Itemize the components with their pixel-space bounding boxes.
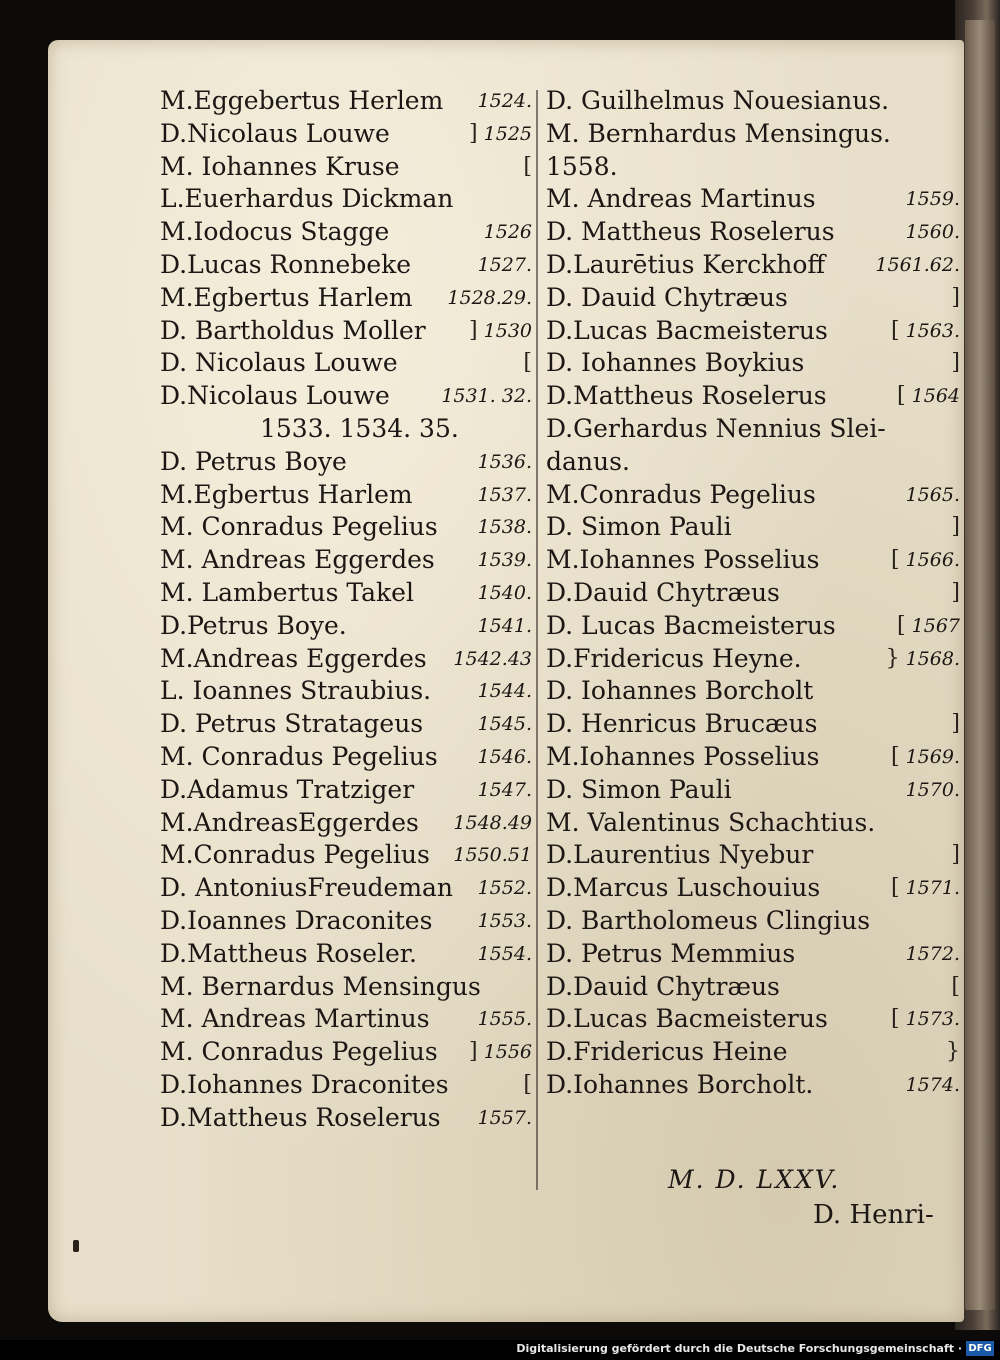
- register-entry: [540, 675, 960, 708]
- entry-year: 1548.49: [453, 811, 532, 834]
- entry-year: 1554.: [477, 942, 532, 965]
- grouping-bracket: [: [897, 383, 906, 409]
- entry-year: 1527.: [477, 253, 532, 276]
- entry-name: M. Iohannes Kruse: [160, 151, 400, 181]
- register-entry: [540, 413, 960, 446]
- register-entry: [540, 774, 960, 807]
- register-entry: [160, 479, 532, 512]
- entry-name: D.Nicolaus Louwe: [160, 381, 390, 411]
- register-entry: [160, 413, 532, 446]
- register-entry: [160, 675, 532, 708]
- register-entry: [540, 1003, 960, 1036]
- entry-name: D.Petrus Boye.: [160, 610, 347, 640]
- register-entry: [540, 380, 960, 413]
- entry-name: M.Conradus Pegelius: [160, 840, 430, 870]
- entry-year: 1537.: [477, 483, 532, 506]
- register-entry: [160, 807, 532, 840]
- register-entry: [540, 544, 960, 577]
- grouping-bracket: [: [891, 875, 900, 901]
- register-entry: [540, 347, 960, 380]
- entry-year: 1547.: [477, 778, 532, 801]
- column-divider: [536, 90, 538, 1190]
- grouping-bracket: [: [523, 1071, 532, 1097]
- entry-name: D. Iohannes Boykius: [546, 348, 805, 378]
- entry-name: D.Dauid Chytræus: [546, 577, 780, 607]
- entry-name: D.Iohannes Borcholt.: [546, 1069, 814, 1099]
- entry-name: D.Laurētius Kerckhoff: [546, 249, 826, 279]
- register-entry: [540, 971, 960, 1004]
- register-entry: [160, 872, 532, 905]
- entry-name: M. Conradus Pegelius: [160, 741, 438, 771]
- register-entry: [540, 446, 960, 479]
- entry-year: 1552.: [477, 877, 532, 900]
- entry-name: D. Bartholdus Moller: [160, 315, 426, 345]
- ink-mark: [73, 1240, 79, 1252]
- roman-year-heading: M. D. LXXV.: [668, 1165, 841, 1194]
- grouping-bracket: ]: [951, 284, 960, 310]
- entry-year: 1540.: [477, 581, 532, 604]
- entry-year: 1568.: [905, 647, 960, 670]
- grouping-bracket: [: [523, 350, 532, 376]
- entry-name: D.Lucas Bacmeisterus: [546, 1004, 828, 1034]
- entry-name: M.Iohannes Posselius: [546, 545, 820, 575]
- entry-name: L.Euerhardus Dickman: [160, 184, 454, 214]
- register-entry: [540, 511, 960, 544]
- entry-name: M. Lambertus Takel: [160, 577, 414, 607]
- entry-year: 1536.: [477, 450, 532, 473]
- entry-name: M. Conradus Pegelius: [160, 1037, 438, 1067]
- grouping-bracket: ]: [469, 120, 478, 146]
- entry-name: D.Ioannes Draconites: [160, 905, 433, 935]
- entry-year: 1553.: [477, 909, 532, 932]
- entry-year: 1550.51: [453, 844, 532, 867]
- entry-year: 1563.: [905, 319, 960, 342]
- dfg-logo: DFG: [966, 1341, 994, 1356]
- entry-name: D. Petrus Memmius: [546, 938, 796, 968]
- entry-year: 1570.: [905, 778, 960, 801]
- grouping-bracket: ]: [951, 350, 960, 376]
- entry-name: D. Simon Pauli: [546, 774, 732, 804]
- register-entry: [540, 610, 960, 643]
- entry-name: M.Conradus Pegelius: [546, 479, 816, 509]
- grouping-bracket: }: [885, 645, 900, 671]
- entry-year: 1528.29.: [447, 286, 532, 309]
- entry-year: 1560.: [905, 221, 960, 244]
- entry-year: 1524.: [477, 90, 532, 112]
- entry-name: D.Adamus Tratziger: [160, 774, 415, 804]
- entry-name: D. Petrus Boye: [160, 446, 347, 476]
- register-entry: [160, 380, 532, 413]
- register-entry: [540, 118, 960, 151]
- entry-name: M.Egbertus Harlem: [160, 282, 413, 312]
- entry-name: M.Iohannes Posselius: [546, 741, 820, 771]
- entry-name: D. Bartholomeus Clingius: [546, 905, 871, 935]
- register-entry: [540, 577, 960, 610]
- register-entry: [160, 708, 532, 741]
- register-entry: [160, 216, 532, 249]
- entry-name: M.Iodocus Stagge: [160, 217, 390, 247]
- register-entry: [540, 905, 960, 938]
- register-entry: [540, 1069, 960, 1102]
- grouping-bracket: ]: [951, 711, 960, 737]
- entry-year: 1556: [483, 1041, 532, 1064]
- register-entry: [540, 151, 960, 184]
- entry-name: D.Fridericus Heine: [546, 1037, 788, 1067]
- register-entry: [160, 446, 532, 479]
- register-entry: [160, 610, 532, 643]
- entry-year: 1573.: [905, 1008, 960, 1031]
- entry-year: 1526: [483, 221, 532, 244]
- entry-name: D.Gerhardus Nennius Slei-: [546, 413, 886, 443]
- entry-name: D. Nicolaus Louwe: [160, 348, 398, 378]
- entry-name: D.Lucas Bacmeisterus: [546, 315, 828, 345]
- entry-name: 1558.: [546, 151, 618, 181]
- entry-name: 1533. 1534. 35.: [260, 413, 459, 443]
- register-entry: [160, 643, 532, 676]
- grouping-bracket: [: [897, 612, 906, 638]
- digitization-credit: Digitalisierung gefördert durch die Deutsche Forschungsgemeinschaft ·: [516, 1342, 962, 1355]
- register-entry: [160, 839, 532, 872]
- entry-name: D.Iohannes Draconites: [160, 1069, 449, 1099]
- right-column: [540, 85, 960, 1102]
- register-entry: [160, 1003, 532, 1036]
- grouping-bracket: ]: [951, 842, 960, 868]
- entry-name: D. Petrus Stratageus: [160, 709, 424, 739]
- entry-name: M. Bernardus Mensingus: [160, 971, 481, 1001]
- page-stack-edge: [965, 20, 995, 1310]
- entry-year: 1571.: [905, 877, 960, 900]
- entry-year: 1538.: [477, 516, 532, 539]
- register-entry: [540, 839, 960, 872]
- register-entry: [540, 938, 960, 971]
- entry-year: 1559.: [905, 188, 960, 211]
- register-entry: [160, 511, 532, 544]
- entry-name: M.Eggebertus Herlem: [160, 86, 444, 115]
- entry-name: M. Conradus Pegelius: [160, 512, 438, 542]
- entry-name: D. Iohannes Borcholt: [546, 676, 814, 706]
- grouping-bracket: }: [946, 1039, 960, 1065]
- entry-year: 1561.62.: [875, 253, 960, 276]
- entry-name: D.Lucas Ronnebeke: [160, 249, 412, 279]
- register-entry: [160, 347, 532, 380]
- entry-name: D.Marcus Luschouius: [546, 873, 821, 903]
- register-entry: [160, 1102, 532, 1135]
- register-entry: [160, 1069, 532, 1102]
- entry-year: 1539.: [477, 549, 532, 572]
- grouping-bracket: ]: [469, 1039, 478, 1065]
- register-entry: [540, 216, 960, 249]
- entry-name: D. Lucas Bacmeisterus: [546, 610, 836, 640]
- register-entry: [540, 249, 960, 282]
- register-entry: [540, 282, 960, 315]
- register-entry: [160, 118, 532, 151]
- entry-name: D.Dauid Chytræus: [546, 971, 780, 1001]
- entry-name: L. Ioannes Straubius.: [160, 676, 432, 706]
- entry-name: D.Laurentius Nyebur: [546, 840, 814, 870]
- left-column: [160, 85, 532, 1135]
- register-entry: [540, 85, 960, 118]
- register-entry: [540, 315, 960, 348]
- entry-year: 1525: [483, 122, 532, 145]
- register-entry: [540, 643, 960, 676]
- entry-year: 1566.: [905, 549, 960, 572]
- grouping-bracket: [: [891, 1006, 900, 1032]
- register-entry: [160, 971, 532, 1004]
- entry-name: M. Andreas Martinus: [160, 1004, 430, 1034]
- entry-name: D.Nicolaus Louwe: [160, 118, 390, 148]
- grouping-bracket: ]: [951, 514, 960, 540]
- catchword: D. Henri-: [813, 1200, 934, 1230]
- entry-year: 1542.43: [453, 647, 532, 670]
- entry-year: 1531. 32.: [441, 385, 532, 408]
- register-entry: [160, 315, 532, 348]
- register-entry: [160, 938, 532, 971]
- register-entry: [540, 479, 960, 512]
- entry-year: 1569.: [905, 745, 960, 768]
- entry-year: 1541.: [477, 614, 532, 637]
- register-entry: [540, 183, 960, 216]
- register-entry: [160, 151, 532, 184]
- entry-year: 1546.: [477, 745, 532, 768]
- entry-name: D. AntoniusFreudeman: [160, 873, 454, 903]
- entry-name: D.Mattheus Roseler.: [160, 938, 417, 968]
- entry-year: 1555.: [477, 1008, 532, 1031]
- grouping-bracket: [: [891, 547, 900, 573]
- entry-year: 1574.: [905, 1073, 960, 1096]
- entry-name: danus.: [546, 446, 630, 476]
- register-entry: [160, 183, 532, 216]
- register-entry: [540, 708, 960, 741]
- entry-year: 1557.: [477, 1106, 532, 1129]
- register-entry: [160, 774, 532, 807]
- register-entry: [540, 741, 960, 774]
- grouping-bracket: [: [523, 153, 532, 179]
- entry-name: D. Guilhelmus Nouesianus.: [546, 86, 890, 115]
- register-entry: [160, 544, 532, 577]
- grouping-bracket: ]: [951, 579, 960, 605]
- register-entry: [540, 872, 960, 905]
- register-entry: [160, 282, 532, 315]
- entry-name: D.Fridericus Heyne.: [546, 643, 802, 673]
- register-entry: [540, 1036, 960, 1069]
- entry-name: D. Mattheus Roselerus: [546, 217, 835, 247]
- entry-year: 1565.: [905, 483, 960, 506]
- register-entry: [540, 807, 960, 840]
- entry-year: 1572.: [905, 942, 960, 965]
- entry-name: M.Egbertus Harlem: [160, 479, 413, 509]
- entry-name: M. Andreas Eggerdes: [160, 545, 435, 575]
- entry-name: D. Dauid Chytræus: [546, 282, 788, 312]
- grouping-bracket: [: [891, 317, 900, 343]
- entry-name: M.AndreasEggerdes: [160, 807, 419, 837]
- register-entry: [160, 1036, 532, 1069]
- entry-name: D. Henricus Brucæus: [546, 709, 818, 739]
- entry-name: D.Mattheus Roselerus: [160, 1102, 441, 1132]
- entry-year: 1544.: [477, 680, 532, 703]
- entry-year: 1564: [911, 385, 960, 408]
- entry-name: M. Valentinus Schachtius.: [546, 807, 876, 837]
- book-page: [48, 40, 964, 1322]
- entry-year: 1545.: [477, 713, 532, 736]
- grouping-bracket: [: [951, 973, 960, 999]
- entry-name: D. Simon Pauli: [546, 512, 732, 542]
- register-entry: [160, 85, 532, 118]
- register-entry: [160, 741, 532, 774]
- register-entry: [160, 905, 532, 938]
- grouping-bracket: [: [891, 743, 900, 769]
- entry-name: M. Bernhardus Mensingus.: [546, 118, 891, 148]
- entry-name: M.Andreas Eggerdes: [160, 643, 427, 673]
- register-entry: [160, 249, 532, 282]
- entry-year: 1567: [911, 614, 960, 637]
- entry-name: M. Andreas Martinus: [546, 184, 816, 214]
- register-entry: [160, 577, 532, 610]
- entry-year: 1530: [483, 319, 532, 342]
- grouping-bracket: ]: [469, 317, 478, 343]
- entry-name: D.Mattheus Roselerus: [546, 381, 827, 411]
